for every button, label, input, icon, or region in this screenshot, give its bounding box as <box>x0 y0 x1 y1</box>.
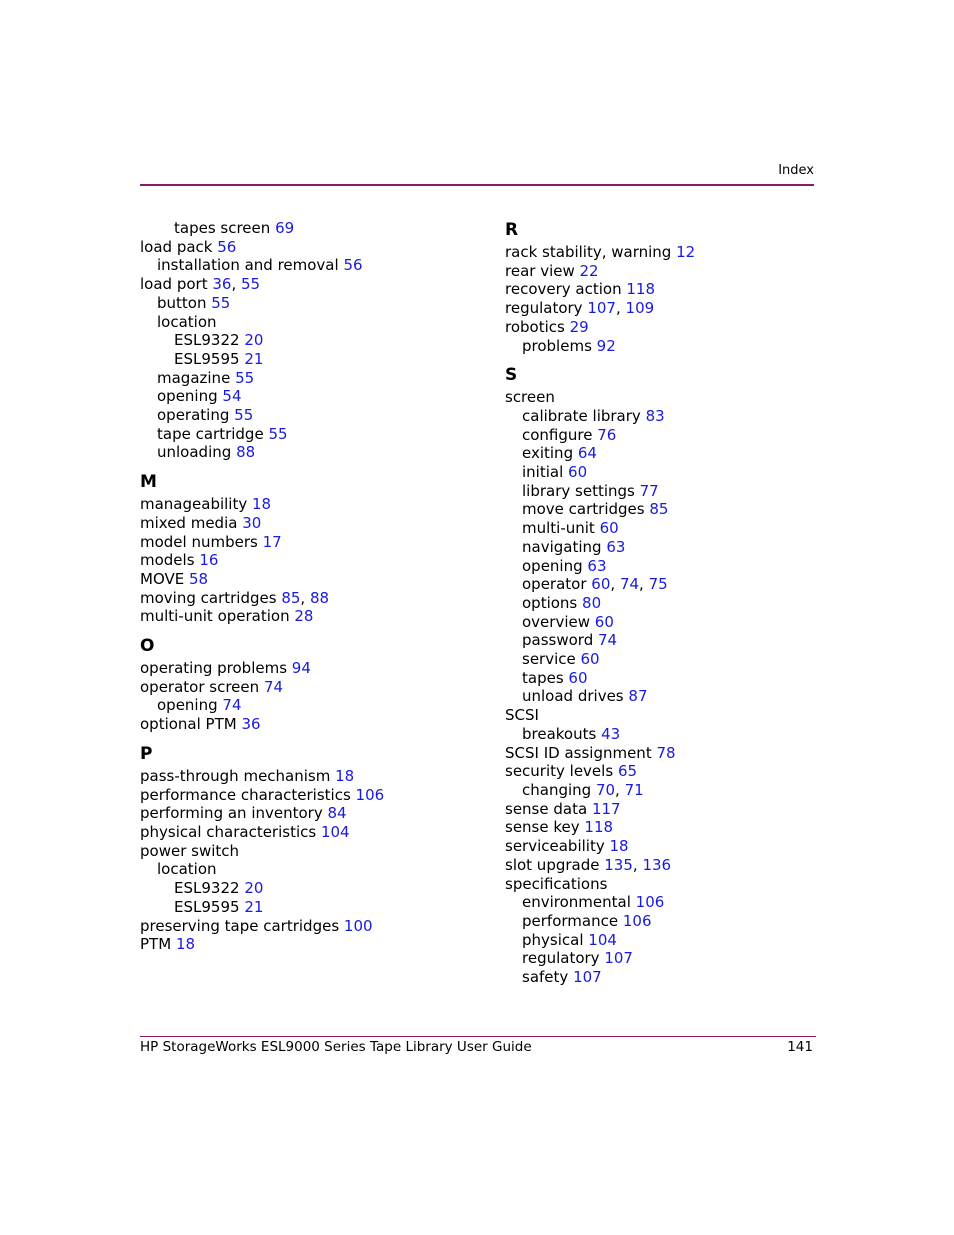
page-link[interactable]: 64 <box>577 444 597 463</box>
index-entry <box>505 818 845 837</box>
index-entry <box>505 482 845 501</box>
index-section-letter: P <box>140 743 153 764</box>
index-entry <box>505 463 845 482</box>
index-entry <box>505 318 845 337</box>
index-term: security levels <box>505 762 614 781</box>
index-term: specifications <box>505 874 608 893</box>
index-term: MOVE <box>140 569 185 588</box>
index-term: mixed media <box>140 513 238 532</box>
index-term: overview <box>522 612 590 631</box>
index-entry <box>505 557 845 576</box>
page-link[interactable]: 58 <box>189 569 209 588</box>
index-entry <box>505 280 845 299</box>
index-term: button <box>157 293 207 312</box>
page-link[interactable]: 56 <box>217 237 237 256</box>
page-link[interactable]: 36 <box>241 715 261 734</box>
footer-rule <box>140 1036 816 1037</box>
index-entry <box>140 860 480 879</box>
page-link[interactable]: 54 <box>222 387 242 406</box>
page-link[interactable]: 106 <box>622 911 652 930</box>
page-link[interactable]: 60 <box>580 650 600 669</box>
index-term: regulatory <box>522 949 600 968</box>
index-column-left <box>140 219 480 954</box>
page-link[interactable]: 88 <box>236 443 256 462</box>
index-term: opening <box>157 387 218 406</box>
index-entry <box>140 696 480 715</box>
index-entry <box>140 294 480 313</box>
page-link[interactable]: 135 <box>604 855 633 874</box>
page-link[interactable]: 60 <box>568 463 588 482</box>
index-term: library settings <box>522 481 635 500</box>
index-term: serviceability <box>505 837 605 856</box>
index-term: multi-unit operation <box>140 607 290 626</box>
page-link[interactable]: 55 <box>241 275 261 294</box>
page-link[interactable]: 106 <box>355 785 385 804</box>
index-entry <box>505 931 845 950</box>
index-entry <box>505 762 845 781</box>
index-entry <box>140 256 480 275</box>
page-link[interactable]: 100 <box>343 916 373 935</box>
index-entry <box>505 875 845 894</box>
index-term: moving cartridges <box>140 588 277 607</box>
index-term: manageability <box>140 495 248 514</box>
index-entry <box>140 678 480 697</box>
index-entry <box>140 533 480 552</box>
index-entry <box>505 912 845 931</box>
index-entry: slot upgrade 135, 136 <box>505 855 672 874</box>
index-term: configure <box>522 425 593 444</box>
index-term: operator screen <box>140 677 260 696</box>
index-section-letter: M <box>140 472 157 493</box>
index-section-letter: O <box>140 636 155 657</box>
index-term: optional PTM <box>140 715 237 734</box>
index-entry <box>505 243 845 262</box>
page-link[interactable]: 63 <box>606 537 626 556</box>
page-link[interactable]: 85 <box>281 588 301 607</box>
page-link[interactable]: 74 <box>619 575 640 594</box>
page-link[interactable]: 71 <box>624 780 644 799</box>
index-term: breakouts <box>522 724 597 743</box>
page-link[interactable]: 107 <box>573 968 602 987</box>
index-entry <box>140 898 480 917</box>
index-term: operator <box>522 575 587 594</box>
index-term: magazine <box>157 368 231 387</box>
index-term: models <box>140 551 195 570</box>
index-entry <box>505 837 845 856</box>
page-link[interactable]: 60 <box>568 668 588 687</box>
index-entry <box>140 219 480 238</box>
index-entry <box>505 687 845 706</box>
index-term: SCSI ID assignment <box>505 743 652 762</box>
page-link[interactable]: 60 <box>599 519 619 538</box>
index-entry <box>140 607 480 626</box>
page-link[interactable]: 70 <box>595 780 616 799</box>
index-entry <box>140 786 480 805</box>
page-link[interactable]: 87 <box>628 687 648 706</box>
index-term: power switch <box>140 841 240 860</box>
page-link[interactable]: 29 <box>569 317 589 336</box>
page-link[interactable]: 117 <box>591 799 621 818</box>
index-term: operating problems <box>140 659 288 678</box>
page-link[interactable]: 94 <box>291 659 311 678</box>
index-entry <box>140 495 480 514</box>
index-entry <box>505 800 845 819</box>
index-entry <box>505 444 845 463</box>
page-link[interactable]: 107 <box>604 949 633 968</box>
index-term: performance <box>522 911 619 930</box>
index-term: performing an inventory <box>140 804 323 823</box>
index-entry <box>140 570 480 589</box>
index-entry <box>505 893 845 912</box>
index-term: tape cartridge <box>157 424 264 443</box>
page-link[interactable]: 104 <box>588 930 617 949</box>
page-link[interactable]: 55 <box>235 368 255 387</box>
index-term: screen <box>505 388 555 407</box>
page-link[interactable]: 83 <box>645 406 665 425</box>
index-term: safety <box>522 968 569 987</box>
page-link[interactable]: 106 <box>635 893 665 912</box>
index-term: physical characteristics <box>140 822 317 841</box>
index-entry <box>140 443 480 462</box>
index-term: model numbers <box>140 532 258 551</box>
index-entry <box>140 917 480 936</box>
index-term: operating <box>157 406 230 425</box>
page-link[interactable]: 18 <box>335 766 355 785</box>
index-term: ESL9322 <box>174 879 240 898</box>
page-link[interactable]: 75 <box>648 575 668 594</box>
page-link[interactable]: 18 <box>609 837 629 856</box>
index-entry <box>505 706 845 725</box>
index-term: ESL9595 <box>174 349 240 368</box>
page-link[interactable]: 76 <box>597 425 617 444</box>
index-term: exiting <box>522 444 574 463</box>
index-term: load port <box>140 275 208 294</box>
page-link[interactable]: 22 <box>579 261 599 280</box>
index-term: slot upgrade <box>505 855 600 874</box>
index-term: problems <box>522 336 592 355</box>
index-term: PTM <box>140 935 172 954</box>
index-entry <box>505 968 845 987</box>
page-link[interactable]: 80 <box>582 593 602 612</box>
page-link[interactable]: 92 <box>596 336 616 355</box>
running-header: Index <box>778 163 814 178</box>
index-term: service <box>522 650 576 669</box>
index-entry <box>140 659 480 678</box>
index-entry <box>140 551 480 570</box>
index-entry <box>140 879 480 898</box>
index-term: sense key <box>505 818 580 837</box>
index-entry <box>140 514 480 533</box>
index-entry <box>505 388 845 407</box>
page-link[interactable]: 60 <box>591 575 611 594</box>
index-entry <box>140 331 480 350</box>
page-link[interactable]: 74 <box>598 631 618 650</box>
index-term: rear view <box>505 261 575 280</box>
index-entry <box>505 949 845 968</box>
page-link[interactable]: 74 <box>222 696 242 715</box>
index-entry <box>140 238 480 257</box>
index-term: preserving tape cartridges <box>140 916 340 935</box>
page-link[interactable]: 17 <box>262 532 282 551</box>
header-rule <box>140 184 814 186</box>
index-entry <box>505 262 845 281</box>
index-term: robotics <box>505 317 565 336</box>
index-term: pass-through mechanism <box>140 766 331 785</box>
page-link[interactable]: 60 <box>594 612 614 631</box>
index-term: changing <box>522 780 592 799</box>
page-link[interactable]: 107 <box>587 299 616 318</box>
page-link[interactable]: 109 <box>625 299 655 318</box>
index-term: location <box>157 312 217 331</box>
page-link[interactable]: 55 <box>234 406 254 425</box>
index-term: SCSI <box>505 706 539 725</box>
page-link[interactable]: 12 <box>676 243 696 261</box>
index-entry <box>140 935 480 954</box>
index-entry <box>140 715 480 734</box>
page-link[interactable]: 84 <box>327 804 347 823</box>
index-term: navigating <box>522 537 602 556</box>
page-number: 141 <box>787 1039 813 1055</box>
page-link[interactable]: 65 <box>617 762 638 781</box>
index-term: ESL9595 <box>174 897 240 916</box>
index-entry <box>140 823 480 842</box>
page-link[interactable]: 136 <box>642 855 672 874</box>
index-entry <box>505 613 845 632</box>
index-entry <box>505 725 845 744</box>
index-entry <box>140 406 480 425</box>
index-term: unloading <box>157 443 232 462</box>
index-entry <box>505 426 845 445</box>
index-entry <box>505 337 845 356</box>
index-entry: load port 36, 55 <box>140 275 261 294</box>
index-term: ESL9322 <box>174 331 240 350</box>
index-term: tapes <box>522 668 564 687</box>
page-link[interactable]: 18 <box>175 935 196 954</box>
index-term: unload drives <box>522 687 624 706</box>
index-entry <box>140 350 480 369</box>
index-section-letter: R <box>505 220 519 240</box>
page-link[interactable]: 69 <box>275 219 295 237</box>
index-term: calibrate library <box>522 406 641 425</box>
page-link[interactable]: 118 <box>584 818 614 837</box>
page-link[interactable]: 21 <box>244 349 264 368</box>
index-term: rack stability, warning <box>505 243 672 261</box>
page-link[interactable]: 55 <box>268 424 288 443</box>
index-entry <box>505 500 845 519</box>
index-term: sense data <box>505 799 588 818</box>
page-link[interactable]: 77 <box>639 481 659 500</box>
index-entry <box>140 387 480 406</box>
index-term: regulatory <box>505 299 583 318</box>
index-entry <box>505 538 845 557</box>
page-link[interactable]: 63 <box>587 556 607 575</box>
index-column-right <box>505 219 845 987</box>
page-link[interactable]: 88 <box>309 588 330 607</box>
index-term: recovery action <box>505 280 622 299</box>
index-section-letter: S <box>505 365 518 386</box>
page-link[interactable]: 30 <box>242 513 262 532</box>
index-entry: moving cartridges 85, 88 <box>140 588 330 607</box>
index-term: options <box>522 593 578 612</box>
index-term: environmental <box>522 893 631 912</box>
index-term: move cartridges <box>522 500 645 519</box>
index-term: installation and removal <box>157 256 339 275</box>
page-link[interactable]: 20 <box>244 879 264 898</box>
index-entry <box>505 519 845 538</box>
index-term: opening <box>157 696 218 715</box>
index-entry <box>505 407 845 426</box>
index-entry <box>140 313 480 332</box>
page-link[interactable]: 20 <box>244 331 264 350</box>
page-link[interactable]: 43 <box>601 724 621 743</box>
page-link[interactable]: 55 <box>211 293 231 312</box>
index-entry <box>140 425 480 444</box>
index-term: multi-unit <box>522 519 595 538</box>
page-link[interactable]: 78 <box>656 743 676 762</box>
index-entry <box>505 631 845 650</box>
index-entry <box>140 804 480 823</box>
index-entry: regulatory 107, 109 <box>505 299 655 318</box>
index-entry <box>140 842 480 861</box>
index-term: physical <box>522 930 584 949</box>
page-link[interactable]: 21 <box>244 897 264 916</box>
index-entry: changing 70, 71 <box>522 780 644 799</box>
page-link[interactable]: 18 <box>252 495 272 514</box>
page-link[interactable]: 74 <box>263 677 284 696</box>
page-link[interactable]: 16 <box>199 551 219 570</box>
page-link[interactable]: 36 <box>212 275 232 294</box>
page-link[interactable]: 28 <box>294 607 314 626</box>
index-entry <box>140 767 480 786</box>
index-term: initial <box>522 463 564 482</box>
page-link[interactable]: 56 <box>343 256 363 275</box>
page-link[interactable]: 118 <box>626 280 656 299</box>
index-term: location <box>157 860 217 879</box>
index-entry <box>140 369 480 388</box>
index-term: performance characteristics <box>140 785 351 804</box>
index-entry <box>505 650 845 669</box>
index-term: load pack <box>140 237 213 256</box>
index-entry <box>505 744 845 763</box>
footer-title: HP StorageWorks ESL9000 Series Tape Library User Guide <box>140 1039 532 1055</box>
index-entry: operator 60, 74, 75 <box>522 575 668 594</box>
index-term: tapes screen <box>174 219 271 237</box>
page-link[interactable]: 85 <box>649 500 669 519</box>
page-link[interactable]: 104 <box>320 822 350 841</box>
index-entry <box>505 594 845 613</box>
index-term: password <box>522 631 594 650</box>
index-entry <box>505 669 845 688</box>
index-term: opening <box>522 556 583 575</box>
